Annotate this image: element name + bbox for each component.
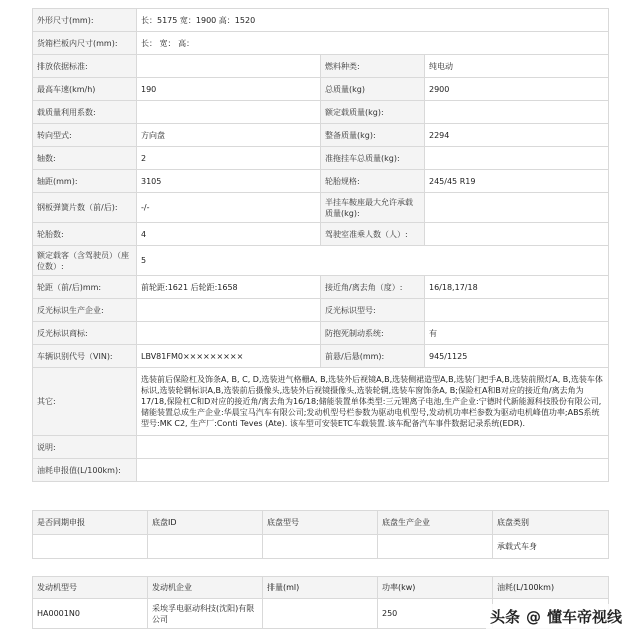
spec-value: 5 bbox=[137, 246, 609, 276]
chassis-data-row bbox=[33, 535, 609, 559]
spec-label: 钢板弹簧片数（前/后): bbox=[33, 193, 137, 223]
spec-value bbox=[137, 436, 609, 459]
spec-row bbox=[33, 193, 609, 223]
spec-label: 其它: bbox=[33, 368, 137, 436]
spec-value bbox=[425, 147, 609, 170]
spec-label: 总质量(kg) bbox=[321, 78, 425, 101]
spec-label: 驾驶室准乘人数（人）: bbox=[321, 223, 425, 246]
spec-value bbox=[425, 193, 609, 223]
vehicle-spec-table bbox=[32, 8, 609, 482]
spec-row bbox=[33, 55, 609, 78]
spec-value: 3105 bbox=[137, 170, 321, 193]
spec-value bbox=[137, 459, 609, 482]
spec-label: 燃料种类: bbox=[321, 55, 425, 78]
spec-value bbox=[137, 101, 321, 124]
engine-header: 油耗(L/100km) bbox=[493, 577, 609, 599]
spec-row-fuel bbox=[33, 459, 609, 482]
spec-label: 整备质量(kg): bbox=[321, 124, 425, 147]
spec-label: 反光标识商标: bbox=[33, 322, 137, 345]
spec-label: 准拖挂车总质量(kg): bbox=[321, 147, 425, 170]
watermark-handle: 懂车帝视线 bbox=[546, 608, 622, 626]
spec-row bbox=[33, 322, 609, 345]
spec-value: 4 bbox=[137, 223, 321, 246]
spec-value: 16/18,17/18 bbox=[425, 276, 609, 299]
spec-label: 货箱栏板内尺寸(mm): bbox=[33, 32, 137, 55]
spec-label: 转向型式: bbox=[33, 124, 137, 147]
spec-value: 945/1125 bbox=[425, 345, 609, 368]
chassis-cell: 承载式车身 bbox=[493, 535, 609, 559]
spec-value: LBV81FM0××××××××× bbox=[137, 345, 321, 368]
chassis-header: 底盘类别 bbox=[493, 511, 609, 535]
spec-value bbox=[425, 101, 609, 124]
spec-label: 防抱死制动系统: bbox=[321, 322, 425, 345]
spec-label: 反光标识型号: bbox=[321, 299, 425, 322]
spec-label: 轮胎数: bbox=[33, 223, 137, 246]
chassis-cell bbox=[378, 535, 493, 559]
spec-label: 外形尺寸(mm): bbox=[33, 9, 137, 32]
spec-row-seats bbox=[33, 246, 609, 276]
spec-value: 2294 bbox=[425, 124, 609, 147]
spec-row bbox=[33, 345, 609, 368]
spec-label: 车辆识别代号（VIN): bbox=[33, 345, 137, 368]
spec-value-other: 选装前后保险杠及饰条A, B, C, D,选装进气格栅A, B,选装外后视镜A,B,选装侧裙造型A,B,选装门把手A,B,选装前照灯A, B,选装车体标识,选装轮辋标识A,B,选装前后摄像头,选装外后视镜摄像头,选装轮辋,选装车窗饰条A, B;保险杠A和B对应的接近角/离去角为17/18,保险杠C和D对应的接近角/离去角为16/18;储能装置单体类型:三元锂离子电池,生产企业:宁德时代新能源科技股份有限公司,储能装置总成生产企业:华晨宝马汽车有限公司;发动机型号栏参数为驱动电机型号,发动机功率栏参数为驱动电机峰值功率;ABS系统型号:MK C2, 生产厂:Conti Teves (Ate). 该车型可安装ETC车载装置.该车配备汽车事件数据记录系统(EDR). bbox=[137, 368, 609, 436]
watermark-at: @ bbox=[525, 607, 541, 626]
spec-label: 排放依据标准: bbox=[33, 55, 137, 78]
spec-label: 接近角/离去角（度）: bbox=[321, 276, 425, 299]
engine-cell: HA0001N0 bbox=[33, 599, 148, 629]
engine-cell bbox=[263, 599, 378, 629]
spec-label: 轮胎规格: bbox=[321, 170, 425, 193]
spec-value: 245/45 R19 bbox=[425, 170, 609, 193]
spec-value: 2 bbox=[137, 147, 321, 170]
engine-header: 发动机型号 bbox=[33, 577, 148, 599]
chassis-header: 是否同期申报 bbox=[33, 511, 148, 535]
spec-row bbox=[33, 223, 609, 246]
engine-header: 功率(kw) bbox=[378, 577, 493, 599]
spec-label: 反光标识生产企业: bbox=[33, 299, 137, 322]
spec-label: 最高车速(km/h) bbox=[33, 78, 137, 101]
spec-row bbox=[33, 147, 609, 170]
spec-value: -/- bbox=[137, 193, 321, 223]
spec-row bbox=[33, 299, 609, 322]
spec-value: 纯电动 bbox=[425, 55, 609, 78]
spec-row bbox=[33, 170, 609, 193]
chassis-cell bbox=[263, 535, 378, 559]
spec-value: 长：5175 宽：1900 高：1520 bbox=[137, 9, 609, 32]
spec-value bbox=[137, 55, 321, 78]
spec-label: 额定载客（含驾驶员）（座位数）: bbox=[33, 246, 137, 276]
spec-label: 说明: bbox=[33, 436, 137, 459]
spec-value: 方向盘 bbox=[137, 124, 321, 147]
chassis-header: 底盘型号 bbox=[263, 511, 378, 535]
engine-cell: 采埃孚电驱动科技(沈阳)有限公司 bbox=[148, 599, 263, 629]
engine-header: 排量(ml) bbox=[263, 577, 378, 599]
spec-row bbox=[33, 276, 609, 299]
spec-label: 前悬/后悬(mm): bbox=[321, 345, 425, 368]
spec-label: 载质量利用系数: bbox=[33, 101, 137, 124]
spec-value: 长： 宽： 高： bbox=[137, 32, 609, 55]
chassis-header: 底盘ID bbox=[148, 511, 263, 535]
chassis-header: 底盘生产企业 bbox=[378, 511, 493, 535]
chassis-header-row bbox=[33, 511, 609, 535]
spec-value: 前轮距:1621 后轮距:1658 bbox=[137, 276, 321, 299]
spec-row bbox=[33, 101, 609, 124]
watermark bbox=[486, 604, 626, 629]
engine-header-row bbox=[33, 577, 609, 599]
spec-value: 190 bbox=[137, 78, 321, 101]
watermark-brand: 头条 bbox=[489, 608, 520, 626]
spec-label: 轴距(mm): bbox=[33, 170, 137, 193]
spec-label: 轴数: bbox=[33, 147, 137, 170]
spec-label: 半挂车鞍座最大允许承载质量(kg): bbox=[321, 193, 425, 223]
spec-value bbox=[425, 299, 609, 322]
spec-value: 有 bbox=[425, 322, 609, 345]
chassis-table bbox=[32, 510, 609, 559]
spec-value bbox=[137, 322, 321, 345]
spec-row bbox=[33, 78, 609, 101]
chassis-cell bbox=[33, 535, 148, 559]
engine-header: 发动机企业 bbox=[148, 577, 263, 599]
spec-row-other bbox=[33, 368, 609, 436]
spec-value: 2900 bbox=[425, 78, 609, 101]
spec-label: 油耗申报值(L/100km): bbox=[33, 459, 137, 482]
spec-value bbox=[137, 299, 321, 322]
spec-row bbox=[33, 124, 609, 147]
spec-label: 额定载质量(kg): bbox=[321, 101, 425, 124]
spec-label: 轮距（前/后)mm: bbox=[33, 276, 137, 299]
spec-value bbox=[425, 223, 609, 246]
spec-row-dimensions bbox=[33, 9, 609, 32]
engine-cell: 250 bbox=[378, 599, 493, 629]
spec-row-cargo-box bbox=[33, 32, 609, 55]
chassis-cell bbox=[148, 535, 263, 559]
spec-row-note bbox=[33, 436, 609, 459]
